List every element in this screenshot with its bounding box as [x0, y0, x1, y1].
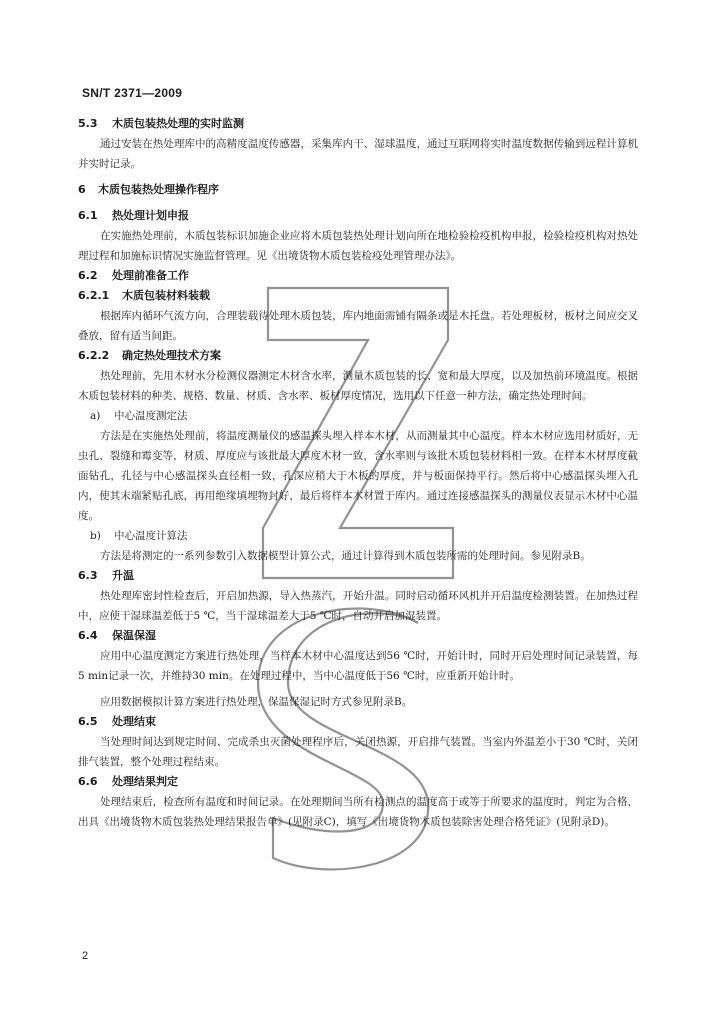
method-a-paragraph: 方法是在实施热处理前，将温度测量仪的感温探头埋入样本木材，从而测量其中心温度。样本木材应选用材质好，无虫孔、裂缝和霉变等，材质、厚度应与该批最大厚度木材一致，含水率则与该批木质包装材料相一致。在样本木材厚度截面钻孔，孔径与中心感温探头直径相一致，孔深应稍大于木板的厚度，并与板面保持平行。然后将中心感温探头埋入孔内，使其末端紧贴孔底，再用绝缘填埋物封好，最后将样本木材置于库内。通过连接感温探头的测量仪表显示木材中心温度。 — [78, 430, 638, 522]
section-6-1-paragraph: 在实施热处理前，木质包装标识加施企业应将木质包装热处理计划向所在地检验检疫机构申报，检验检疫机构对热处理过程和加施标识情况实施监督管理。见《出境货物木质包装检疫处理管理办法》。 — [78, 230, 638, 262]
method-b-paragraph: 方法是将测定的一系列参数引入数据模型计算公式，通过计算得到木质包装所需的处理时间。参见附录B。 — [100, 550, 591, 562]
section-6-5-paragraph: 当处理时间达到规定时间、完成杀虫灭菌处理程序后，关闭热源，开启排气装置。当室内外温差小于30 ℃时，关闭排气装置，整个处理过程结束。 — [78, 736, 638, 768]
page-number: 2 — [82, 950, 89, 962]
section-6-6-heading: 6.6 处理结果判定 — [78, 775, 178, 788]
section-6-2-2-paragraph: 热处理前，先用木材水分检测仪器测定木材含水率，测量木质包装的长、宽和最大厚度，以及加热前环境温度。根据木质包装材料的种类、规格、数量、材质、含水率、板材厚度情况，选用以下任意一种方法，确定热处理时间。 — [78, 370, 638, 402]
section-6-4-paragraph-2: 应用数据模拟计算方案进行热处理，保温保湿记时方式参见附录B。 — [100, 696, 413, 708]
method-a-heading: a) 中心温度测定法 — [90, 410, 188, 422]
section-6-1-heading: 6.1 热处理计划申报 — [78, 209, 189, 222]
section-6-2-1-paragraph: 根据库内循环气流方向，合理装载待处理木质包装，库内地面需铺有隔条或是木托盘。若处理板材，板材之间应交叉叠放，留有适当间距。 — [78, 310, 638, 342]
section-6-5-heading: 6.5 处理结束 — [78, 715, 156, 728]
section-5-3-paragraph: 通过安装在热处理库中的高精度温度传感器，采集库内干、湿球温度，通过互联网将实时温度数据传输到远程计算机并实时记录。 — [78, 138, 638, 170]
section-6-4-paragraph-1: 应用中心温度测定方案进行热处理，当样本木材中心温度达到56 ℃时，开始计时，同时开启处理时间记录装置，每5 min记录一次，并维持30 min。在处理过程中，当中心温度低于56 ℃时，应重新开始计时。 — [78, 650, 638, 682]
section-6-4-heading: 6.4 保温保湿 — [78, 629, 156, 642]
section-6-6-paragraph: 处理结束后，检查所有温度和时间记录。在处理期间当所有检测点的温度高于或等于所要求的温度时，判定为合格，出具《出境货物木质包装热处理结果报告单》(见附录C)，填写《出境货物木质包装除害处理合格凭证》(见附录D)。 — [78, 796, 638, 828]
section-5-3-heading: 5.3 木质包装热处理的实时监测 — [78, 117, 244, 130]
section-6-3-paragraph: 热处理库密封性检查后，开启加热源，导入热蒸汽，开始升温。同时启动循环风机并开启温度检测装置。在加热过程中，应使干湿球温差低于5 ℃，当干湿球温差大于5 ℃时，自动开启加湿装置。 — [78, 590, 638, 622]
method-b-heading: b) 中心温度计算法 — [90, 530, 188, 542]
section-6-3-heading: 6.3 升温 — [78, 569, 134, 582]
section-6-2-1-heading: 6.2.1 木质包装材料装载 — [78, 289, 210, 302]
section-6-2-2-heading: 6.2.2 确定热处理技术方案 — [78, 349, 221, 362]
document-body — [78, 114, 638, 832]
section-6-2-heading: 6.2 处理前准备工作 — [78, 269, 189, 282]
section-6-heading: 6 木质包装热处理操作程序 — [78, 183, 219, 196]
standard-code: SN/T 2371—2009 — [82, 86, 183, 100]
